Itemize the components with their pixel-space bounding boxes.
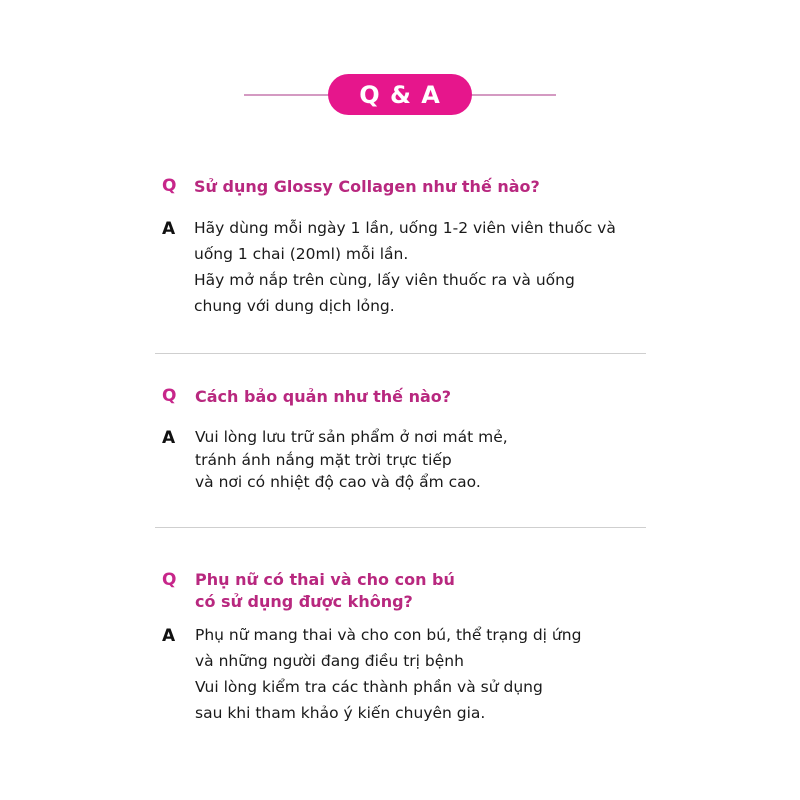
q-letter: Q (162, 570, 177, 590)
answer-1-line: Hãy dùng mỗi ngày 1 lần, uống 1-2 viên viên thuốc và (194, 219, 616, 237)
qa-title-badge: Q & A (328, 74, 472, 115)
question-3-line: có sử dụng được không? (195, 592, 413, 611)
a-letter: A (162, 626, 176, 646)
answer-3-line: và những người đang điều trị bệnh (195, 652, 464, 670)
answer-3-line: Vui lòng kiểm tra các thành phần và sử dụng (195, 678, 543, 696)
divider (155, 353, 646, 354)
answer-3-line: Phụ nữ mang thai và cho con bú, thể trạng dị ứng (195, 626, 582, 644)
answer-1-line: chung với dung dịch lỏng. (194, 297, 395, 315)
q-letter: Q (162, 386, 177, 406)
header-line-right (466, 94, 556, 96)
header-line-left (244, 94, 334, 96)
answer-1-line: Hãy mở nắp trên cùng, lấy viên thuốc ra và uống (194, 271, 575, 289)
question-1: Sử dụng Glossy Collagen như thế nào? (194, 177, 540, 196)
q-letter: Q (162, 176, 177, 196)
answer-2-line: tránh ánh nắng mặt trời trực tiếp (195, 451, 452, 469)
divider (155, 527, 646, 528)
answer-2-line: và nơi có nhiệt độ cao và độ ẩm cao. (195, 473, 481, 491)
answer-2-line: Vui lòng lưu trữ sản phẩm ở nơi mát mẻ, (195, 428, 508, 446)
answer-1-line: uống 1 chai (20ml) mỗi lần. (194, 245, 409, 263)
question-2: Cách bảo quản như thế nào? (195, 387, 452, 406)
a-letter: A (162, 428, 176, 448)
question-3-line: Phụ nữ có thai và cho con bú (195, 570, 455, 589)
a-letter: A (162, 219, 176, 239)
answer-3-line: sau khi tham khảo ý kiến chuyên gia. (195, 704, 486, 722)
